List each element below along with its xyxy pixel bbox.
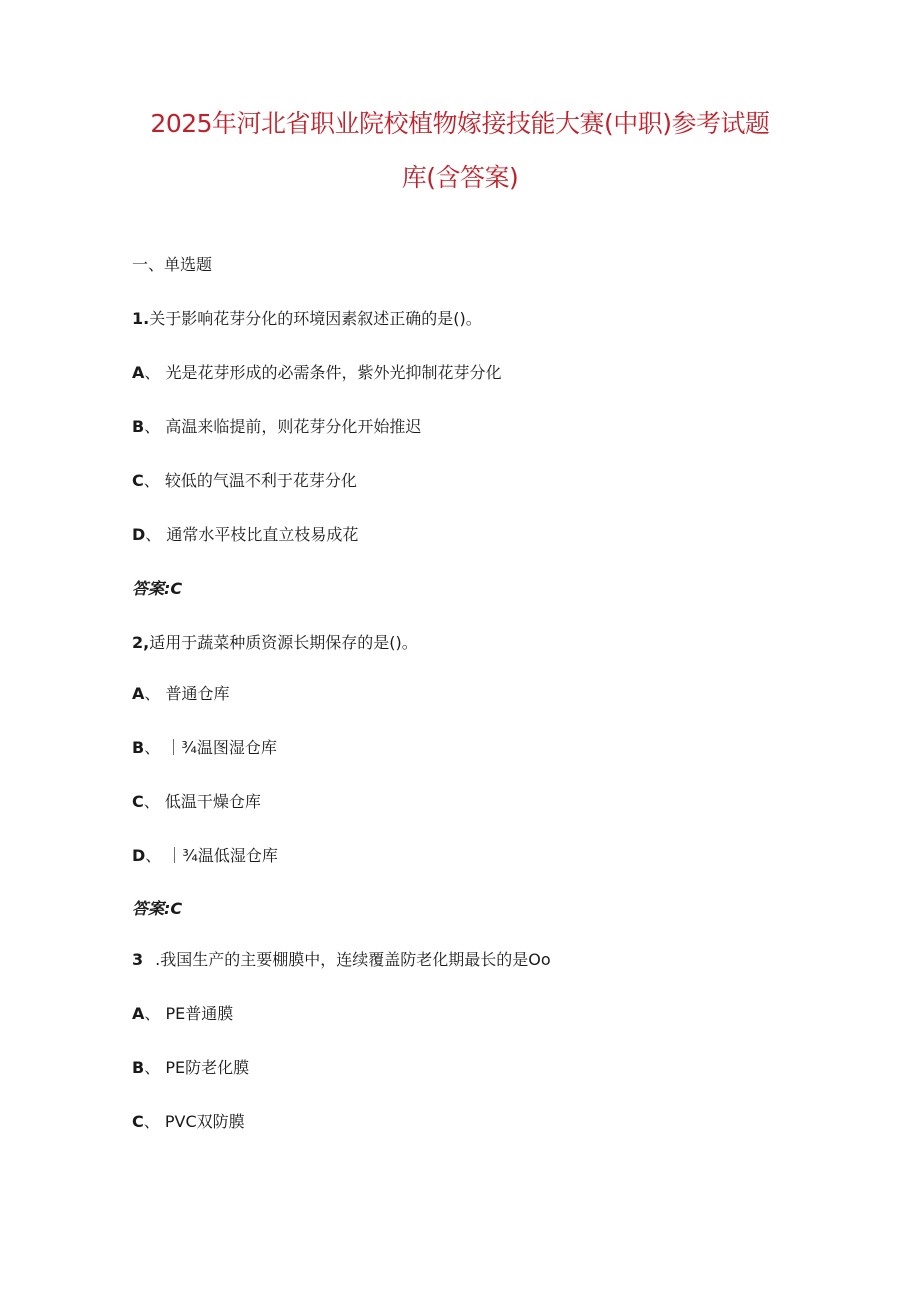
option-text: 普通仓库 — [165, 684, 230, 703]
question-1 — [132, 306, 482, 329]
option-1b — [132, 414, 421, 437]
option-1c — [132, 468, 357, 491]
option-2a — [132, 681, 230, 704]
option-separator: 、 — [144, 738, 161, 757]
option-separator: 、 — [145, 846, 162, 865]
option-letter: C — [132, 792, 144, 811]
option-separator: 、 — [144, 1004, 161, 1023]
option-3b — [132, 1055, 249, 1078]
option-letter: B — [132, 1058, 145, 1077]
answer-label: 答案: — [132, 899, 171, 918]
option-letter: B — [132, 417, 145, 436]
option-text: 较低的气温不利于花芽分化 — [164, 471, 357, 490]
option-separator: 、 — [143, 792, 160, 811]
question-text: 适用于蔬菜种质资源长期保存的是()。 — [149, 633, 418, 652]
option-text: 光是花芽形成的必需条件，紫外光抑制花芽分化 — [165, 363, 502, 382]
answer-1 — [132, 576, 182, 599]
option-separator: 、 — [144, 1058, 161, 1077]
option-2d — [132, 843, 278, 866]
option-1d — [132, 522, 358, 545]
option-text: 通常水平枝比直立枝易成花 — [166, 525, 359, 544]
answer-label: 答案: — [132, 579, 171, 598]
option-3a — [132, 1001, 233, 1024]
document-title-line-1: 2025年河北省职业院校植物嫁接技能大赛(中职)参考试题 — [150, 109, 770, 138]
option-separator: 、 — [145, 525, 162, 544]
option-text: 高温来临提前，则花芽分化开始推迟 — [165, 417, 422, 436]
answer-2 — [132, 896, 182, 919]
option-2c — [132, 789, 261, 812]
question-3 — [132, 947, 551, 970]
option-separator: 、 — [144, 684, 161, 703]
option-separator: 、 — [143, 471, 160, 490]
option-3c — [132, 1109, 245, 1132]
option-letter: A — [132, 684, 145, 703]
option-letter: C — [132, 471, 144, 490]
option-text: ｜¾温图湿仓库 — [165, 738, 277, 757]
document-title-line-2: 库(含答案) — [401, 163, 519, 192]
option-text: PE普通膜 — [165, 1004, 234, 1023]
option-letter: B — [132, 738, 145, 757]
option-letter: C — [132, 1112, 144, 1131]
option-letter: D — [132, 525, 146, 544]
option-2b — [132, 735, 277, 758]
question-number: 2, — [132, 633, 150, 652]
option-text: PE防老化膜 — [165, 1058, 250, 1077]
option-text: ｜¾温低湿仓库 — [166, 846, 278, 865]
option-letter: D — [132, 846, 146, 865]
section-heading: 一、单选题 — [132, 255, 213, 274]
answer-value: C — [170, 579, 183, 598]
option-separator: 、 — [144, 363, 161, 382]
option-text: PVC双防膜 — [164, 1112, 245, 1131]
question-number: 3 — [132, 950, 144, 969]
option-1a — [132, 360, 502, 383]
option-separator: 、 — [143, 1112, 160, 1131]
question-2 — [132, 630, 418, 653]
option-separator: 、 — [144, 417, 161, 436]
question-text: .我国生产的主要棚膜中，连续覆盖防老化期最长的是Oo — [155, 950, 551, 969]
option-text: 低温干燥仓库 — [164, 792, 261, 811]
option-letter: A — [132, 1004, 145, 1023]
question-text: 关于影响花芽分化的环境因素叙述正确的是()。 — [149, 309, 482, 328]
question-number: 1. — [132, 309, 150, 328]
answer-value: C — [170, 899, 183, 918]
option-letter: A — [132, 363, 145, 382]
